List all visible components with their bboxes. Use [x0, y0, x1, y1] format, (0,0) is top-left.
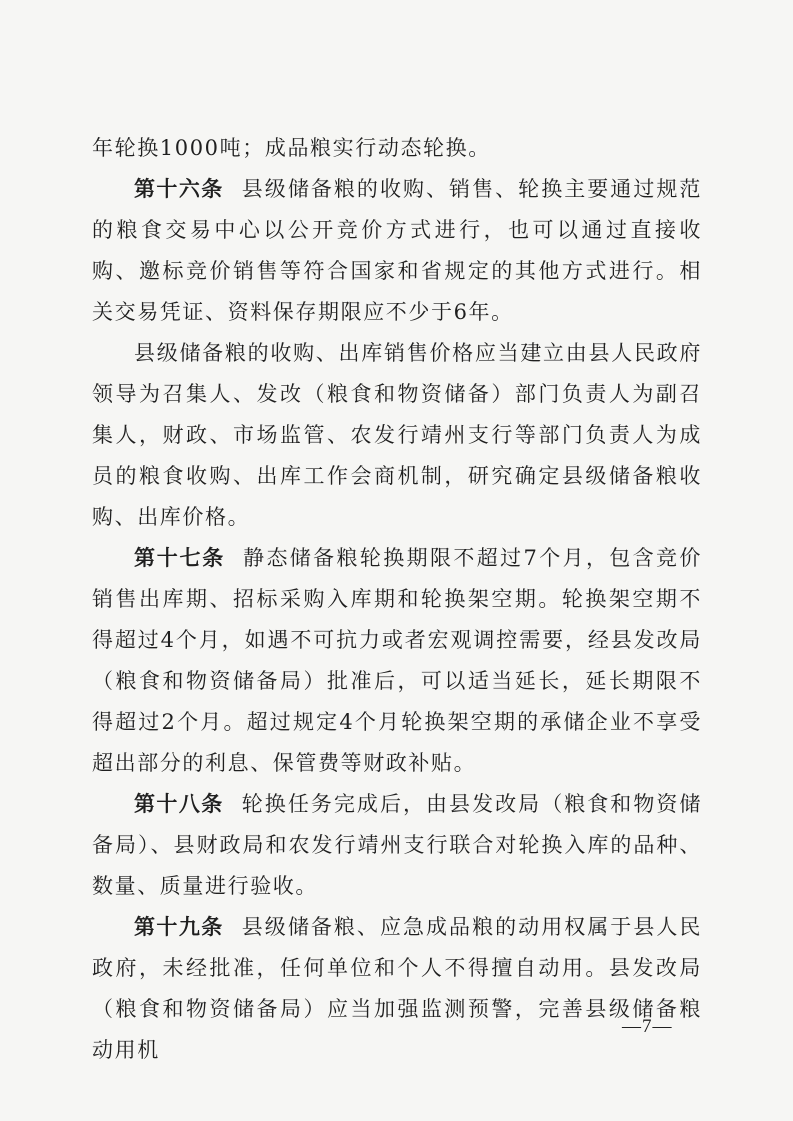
paragraph-text: 轮换任务完成后，由县发改局（粮食和物资储备局）、县财政局和农发行靖州支行联合对轮换入库的品种、数量、质量进行验收。: [92, 792, 703, 898]
page-number: —7—: [622, 1016, 673, 1037]
article-16: [92, 169, 702, 333]
article-number: 第十六条: [134, 177, 224, 201]
paragraph-text: 县级储备粮的收购、出库销售价格应当建立由县人民政府领导为召集人、发改（粮食和物资储备）部门负责人为副召集人，财政、市场监管、农发行靖州支行等部门负责人为成员的粮食收购、出库工作会商机制，研究确定县级储备粮收购、出库价格。: [92, 341, 702, 529]
article-17: [92, 538, 702, 784]
paragraph-text: 县级储备粮、应急成品粮的动用权属于县人民政府，未经批准，任何单位和个人不得擅自动用。县发改局（粮食和物资储备局）应当加强监测预警，完善县级储备粮动用机: [92, 915, 703, 1062]
paragraph-continuation: [92, 128, 702, 169]
article-number: 第十八条: [134, 792, 224, 816]
article-18: [92, 784, 702, 907]
body-text: [92, 128, 702, 1071]
paragraph-text: 年轮换1000吨；成品粮实行动态轮换。: [92, 136, 491, 160]
article-19: [92, 907, 702, 1071]
paragraph-text: 县级储备粮的收购、销售、轮换主要通过规范的粮食交易中心以公开竞价方式进行，也可以通过直接收购、邀标竞价销售等符合国家和省规定的其他方式进行。相关交易凭证、资料保存期限应不少于6年。: [92, 177, 703, 324]
paragraph-text: 静态储备粮轮换期限不超过7个月，包含竞价销售出库期、招标采购入库期和轮换架空期。轮换架空期不得超过4个月，如遇不可抗力或者宏观调控需要，经县发改局（粮食和物资储备局）批准后，可以适当延长，延长期限不得超过2个月。超过规定4个月轮换架空期的承储企业不享受超出部分的利息、保管费等财政补贴。: [92, 546, 703, 775]
article-number: 第十九条: [134, 915, 224, 939]
article-16-price-mechanism: [92, 333, 702, 538]
article-number: 第十七条: [134, 546, 226, 570]
